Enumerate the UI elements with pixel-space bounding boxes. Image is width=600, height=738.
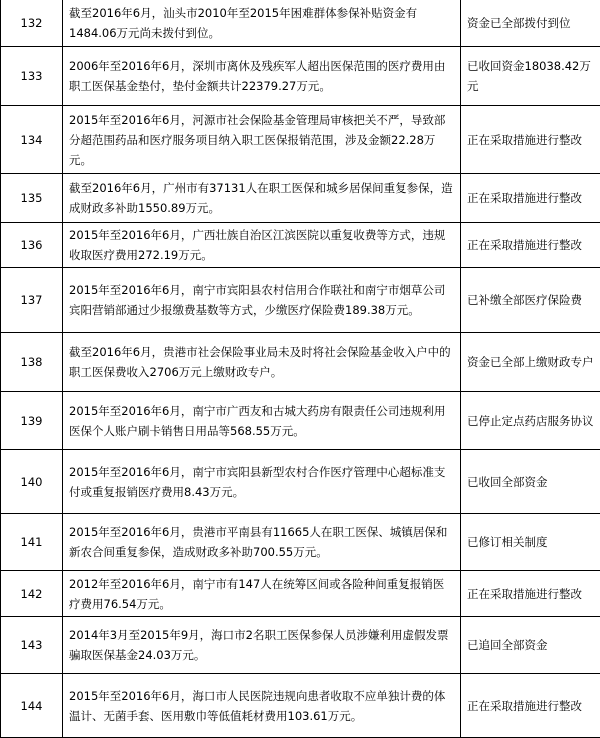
table-row (1, 617, 600, 674)
audit-finding: 截至2016年6月，贵港市社会保险事业局未及时将社会保险基金收入户中的职工医保费收入2706万元上缴财政专户。 (63, 333, 461, 392)
row-number: 139 (1, 392, 63, 450)
rectification-status: 已修订相关制度 (461, 514, 600, 571)
audit-finding: 2015年至2016年6月，南宁市广西友和古城大药房有限责任公司违规利用医保个人账户刷卡销售日用品等568.55万元。 (63, 392, 461, 450)
audit-finding: 2014年3月至2015年9月，海口市2名职工医保参保人员涉嫌利用虚假发票骗取医保基金24.03万元。 (63, 617, 461, 674)
audit-finding: 2015年至2016年6月，河源市社会保险基金管理局审核把关不严，导致部分超范围药品和医疗服务项目纳入职工医保报销范围，涉及金额22.28万元。 (63, 106, 461, 174)
audit-finding: 2015年至2016年6月，贵港市平南县有11665人在职工医保、城镇居保和新农合间重复参保，造成财政多补助700.55万元。 (63, 514, 461, 571)
audit-finding: 2015年至2016年6月，南宁市宾阳县农村信用合作联社和南宁市烟草公司宾阳营销部通过少报缴费基数等方式，少缴医疗保险费189.38万元。 (63, 268, 461, 333)
rectification-status: 已补缴全部医疗保险费 (461, 268, 600, 333)
rectification-status: 正在采取措施进行整改 (461, 223, 600, 268)
row-number: 141 (1, 514, 63, 571)
row-number: 135 (1, 174, 63, 223)
table-row (1, 514, 600, 571)
row-number: 136 (1, 223, 63, 268)
rectification-status: 正在采取措施进行整改 (461, 674, 600, 738)
audit-finding: 2012年至2016年6月，南宁市有147人在统筹区间或各险种间重复报销医疗费用76.54万元。 (63, 571, 461, 617)
rectification-status: 正在采取措施进行整改 (461, 571, 600, 617)
table-row (1, 674, 600, 738)
rectification-status: 资金已全部上缴财政专户 (461, 333, 600, 392)
rectification-status: 正在采取措施进行整改 (461, 174, 600, 223)
audit-finding: 2006年至2016年6月，深圳市离休及残疾军人超出医保范围的医疗费用由职工医保基金垫付，垫付金额共计22379.27万元。 (63, 47, 461, 106)
rectification-status: 资金已全部拨付到位 (461, 0, 600, 47)
table-row (1, 223, 600, 268)
table-row (1, 450, 600, 514)
table-row (1, 392, 600, 450)
row-number: 144 (1, 674, 63, 738)
audit-finding: 2015年至2016年6月，海口市人民医院违规向患者收取不应单独计费的体温计、无菌手套、医用敷巾等低值耗材费用103.61万元。 (63, 674, 461, 738)
table-row (1, 571, 600, 617)
audit-finding: 2015年至2016年6月，广西壮族自治区江滨医院以重复收费等方式，违规收取医疗费用272.19万元。 (63, 223, 461, 268)
row-number: 138 (1, 333, 63, 392)
row-number: 133 (1, 47, 63, 106)
table-row (1, 333, 600, 392)
audit-finding: 截至2016年6月，广州市有37131人在职工医保和城乡居保间重复参保，造成财政多补助1550.89万元。 (63, 174, 461, 223)
rectification-status: 已收回资金18038.42万元 (461, 47, 600, 106)
table-row (1, 0, 600, 47)
table-row (1, 47, 600, 106)
table-row (1, 106, 600, 174)
row-number: 140 (1, 450, 63, 514)
table-row (1, 174, 600, 223)
audit-finding: 截至2016年6月，汕头市2010年至2015年困难群体参保补贴资金有1484.06万元尚未拨付到位。 (63, 0, 461, 47)
rectification-status: 已停止定点药店服务协议 (461, 392, 600, 450)
audit-finding: 2015年至2016年6月，南宁市宾阳县新型农村合作医疗管理中心超标准支付或重复报销医疗费用8.43万元。 (63, 450, 461, 514)
rectification-status: 已收回全部资金 (461, 450, 600, 514)
table-row (1, 268, 600, 333)
row-number: 143 (1, 617, 63, 674)
rectification-status: 已追回全部资金 (461, 617, 600, 674)
row-number: 134 (1, 106, 63, 174)
rectification-status: 正在采取措施进行整改 (461, 106, 600, 174)
row-number: 137 (1, 268, 63, 333)
row-number: 142 (1, 571, 63, 617)
row-number: 132 (1, 0, 63, 47)
